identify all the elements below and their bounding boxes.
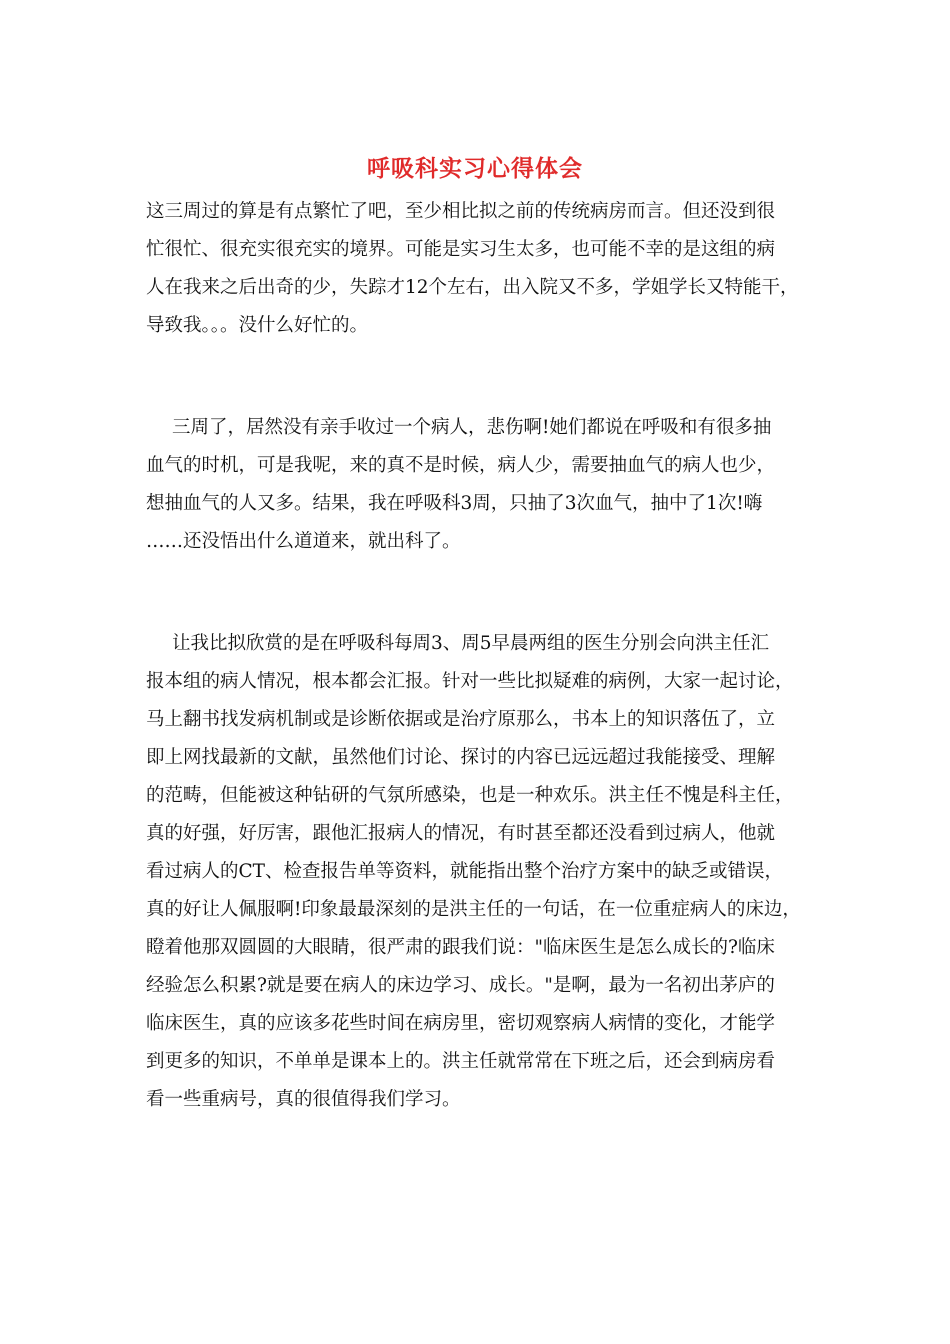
- paragraph-3-line-5: 的范畴，但能被这种钻研的气氛所感染，也是一种欢乐。洪主任不愧是科主任，: [146, 785, 794, 806]
- paragraph-3-line-12: 到更多的知识，不单单是课本上的。洪主任就常常在下班之后，还会到病房看: [146, 1051, 776, 1072]
- paragraph-3-line-13: 看一些重病号，真的很值得我们学习。: [146, 1089, 461, 1110]
- paragraph-3-line-2: 报本组的病人情况，根本都会汇报。针对一些比拟疑难的病例，大家一起讨论，: [146, 671, 794, 692]
- paragraph-3-line-4: 即上网找最新的文献，虽然他们讨论、探讨的内容已远远超过我能接受、理解: [146, 747, 776, 768]
- paragraph-3-line-7: 看过病人的CT、检查报告单等资料，就能指出整个治疗方案中的缺乏或错误，: [146, 861, 783, 882]
- paragraph-1-line-2: 忙很忙、很充实很充实的境界。可能是实习生太多，也可能不幸的是这组的病: [146, 239, 776, 260]
- paragraph-1-line-3: 人在我来之后出奇的少，失踪才12个左右，出入院又不多，学姐学长又特能干，: [146, 277, 799, 298]
- paragraph-1-line-1: 这三周过的算是有点繁忙了吧，至少相比拟之前的传统病房而言。但还没到很: [146, 201, 776, 222]
- paragraph-3-line-11: 临床医生，真的应该多花些时间在病房里，密切观察病人病情的变化，才能学: [146, 1013, 776, 1034]
- paragraph-2-line-4: ……还没悟出什么道道来，就出科了。: [146, 531, 461, 552]
- paragraph-3-line-3: 马上翻书找发病机制或是诊断依据或是治疗原那么，书本上的知识落伍了，立: [146, 709, 776, 730]
- paragraph-3-line-9: 瞪着他那双圆圆的大眼睛，很严肃的跟我们说："临床医生是怎么成长的?临床: [146, 937, 775, 958]
- paragraph-2-line-1: 三周了，居然没有亲手收过一个病人，悲伤啊!她们都说在呼吸和有很多抽: [172, 417, 772, 438]
- paragraph-2-line-3: 想抽血气的人又多。结果，我在呼吸科3周，只抽了3次血气，抽中了1次!嗨: [146, 493, 763, 514]
- paragraph-2-line-2: 血气的时机，可是我呢，来的真不是时候，病人少，需要抽血气的病人也少，: [146, 455, 776, 476]
- page-title: 呼吸科实习心得体会: [367, 156, 583, 182]
- paragraph-3-line-8: 真的好让人佩服啊!印象最最深刻的是洪主任的一句话，在一位重症病人的床边，: [146, 899, 801, 920]
- paragraph-3-line-6: 真的好强，好厉害，跟他汇报病人的情况，有时甚至都还没看到过病人，他就: [146, 823, 776, 844]
- paragraph-3-line-1: 让我比拟欣赏的是在呼吸科每周3、周5早晨两组的医生分别会向洪主任汇: [172, 633, 770, 654]
- paragraph-1-line-4: 导致我。。。没什么好忙的。: [146, 315, 369, 336]
- paragraph-3-line-10: 经验怎么积累?就是要在病人的床边学习、成长。"是啊，最为一名初出茅庐的: [146, 975, 775, 996]
